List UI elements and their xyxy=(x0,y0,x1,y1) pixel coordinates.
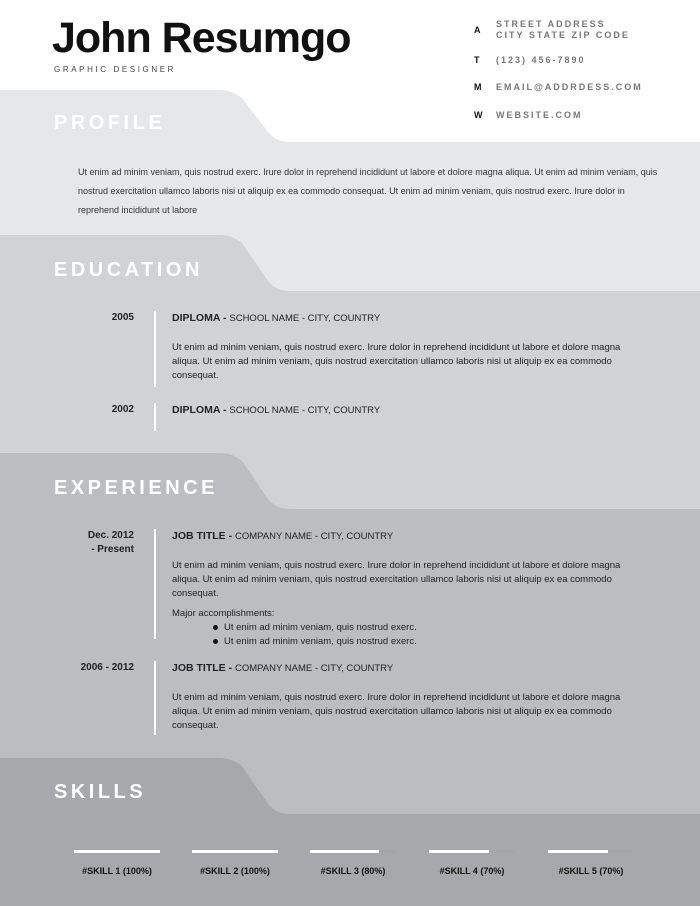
skill-label-3: #SKILL 3 (80%) xyxy=(320,866,386,876)
experience-divider-1 xyxy=(154,529,156,639)
experience-heading: EXPERIENCE xyxy=(54,477,218,499)
experience-accomplishments-label: Major accomplishments: xyxy=(172,608,275,619)
address-line-1: STREET ADDRESS xyxy=(496,19,606,29)
experience-job-1: JOB TITLE - xyxy=(172,530,233,542)
experience-bullet-2: Ut enim ad minim veniam, quis nostrud exerc. xyxy=(212,635,417,649)
education-degree-2: DIPLOMA - xyxy=(172,404,227,416)
education-section xyxy=(0,235,700,453)
skill-item-4 xyxy=(426,850,518,876)
experience-section xyxy=(0,453,700,758)
experience-heading-2 xyxy=(172,662,393,674)
experience-date-1 xyxy=(54,529,134,557)
profile-text: Ut enim ad minim veniam, quis nostrud exerc. Irure dolor in reprehend incididunt ut labore et dolore magna aliqua. Ut enim ad minim veniam, quis nostrud exercitation ullamco laboris nisi ut aliquip ex ea commodo consequat. Ut enim ad minim veniam, quis nostrud exerc. Irure dolor in reprehend incididunt ut labore xyxy=(78,167,658,215)
profile-section xyxy=(0,90,700,235)
experience-date-1-line-1: Dec. 2012 xyxy=(87,530,134,541)
education-date-2: 2002 xyxy=(111,404,134,415)
skill-fill-4 xyxy=(429,850,489,853)
experience-text-2: Ut enim ad minim veniam, quis nostrud exerc. Irure dolor in reprehend incididunt ut labore et dolore magna aliqua. Ut enim ad minim veniam, quis nostrud exercitation ullamco laboris nisi ut aliquip ex ea commodo consequat. xyxy=(172,692,621,731)
website-value: WEBSITE.COM xyxy=(496,110,583,120)
education-school-2: SCHOOL NAME - CITY, COUNTRY xyxy=(229,405,381,416)
skill-item-2 xyxy=(189,850,281,876)
skill-label-4: #SKILL 4 (70%) xyxy=(439,866,505,876)
skill-label-5: #SKILL 5 (70%) xyxy=(558,866,624,876)
skill-fill-2 xyxy=(192,850,278,853)
education-heading-1 xyxy=(172,312,380,324)
education-text-1: Ut enim ad minim veniam, quis nostrud exerc. Irure dolor in reprehend incididunt ut labore et dolore magna aliqua. Ut enim ad minim veniam, quis nostrud exercitation ullamco laboris nisi ut aliquip ex ea commodo consequat. xyxy=(172,342,621,381)
skill-label-2: #SKILL 2 (100%) xyxy=(200,866,270,876)
phone-value: (123) 456-7890 xyxy=(496,55,586,65)
skill-label-1: #SKILL 1 (100%) xyxy=(82,866,152,876)
candidate-name: John Resumgo xyxy=(52,14,351,62)
education-degree-1: DIPLOMA - xyxy=(172,312,227,324)
experience-date-2: 2006 - 2012 xyxy=(80,662,134,673)
profile-heading: PROFILE xyxy=(54,112,166,134)
skill-fill-3 xyxy=(310,850,379,853)
education-heading-2 xyxy=(172,404,380,416)
skills-heading: SKILLS xyxy=(54,781,147,803)
email-value: EMAIL@ADDRDESS.COM xyxy=(496,82,643,92)
education-heading: EDUCATION xyxy=(54,259,203,281)
experience-company-1: COMPANY NAME - CITY, COUNTRY xyxy=(235,531,394,542)
website-key: W xyxy=(474,110,483,120)
skill-item-5 xyxy=(545,850,637,876)
email-key: M xyxy=(474,82,482,92)
candidate-role: GRAPHIC DESIGNER xyxy=(54,65,177,74)
experience-text-1: Ut enim ad minim veniam, quis nostrud exerc. Irure dolor in reprehend incididunt ut labore et dolore magna aliqua. Ut enim ad minim veniam, quis nostrud exercitation ullamco laboris nisi ut aliquip ex ea commodo consequat. xyxy=(172,560,621,599)
skill-bar-1 xyxy=(74,850,160,853)
skills-section xyxy=(0,758,700,906)
skill-bar-3 xyxy=(310,850,396,853)
experience-bullets xyxy=(212,621,417,649)
address-key: A xyxy=(474,25,481,35)
skill-bar-4 xyxy=(429,850,515,853)
experience-date-1-line-2: - Present xyxy=(91,544,134,555)
skill-item-3 xyxy=(307,850,399,876)
experience-bullet-1: Ut enim ad minim veniam, quis nostrud exerc. xyxy=(212,621,417,635)
phone-key: T xyxy=(474,55,480,65)
skill-fill-5 xyxy=(548,850,608,853)
experience-divider-2 xyxy=(154,661,156,735)
skill-bar-5 xyxy=(548,850,634,853)
experience-heading-1 xyxy=(172,530,393,542)
address-line-2: CITY STATE ZIP CODE xyxy=(496,30,630,40)
skill-fill-1 xyxy=(74,850,160,853)
experience-job-2: JOB TITLE - xyxy=(172,662,233,674)
education-divider-1 xyxy=(154,311,156,387)
experience-company-2: COMPANY NAME - CITY, COUNTRY xyxy=(235,663,394,674)
education-school-1: SCHOOL NAME - CITY, COUNTRY xyxy=(229,313,381,324)
education-date-1: 2005 xyxy=(111,312,134,323)
skill-bar-2 xyxy=(192,850,278,853)
skill-item-1 xyxy=(71,850,163,876)
education-divider-2 xyxy=(154,403,156,431)
